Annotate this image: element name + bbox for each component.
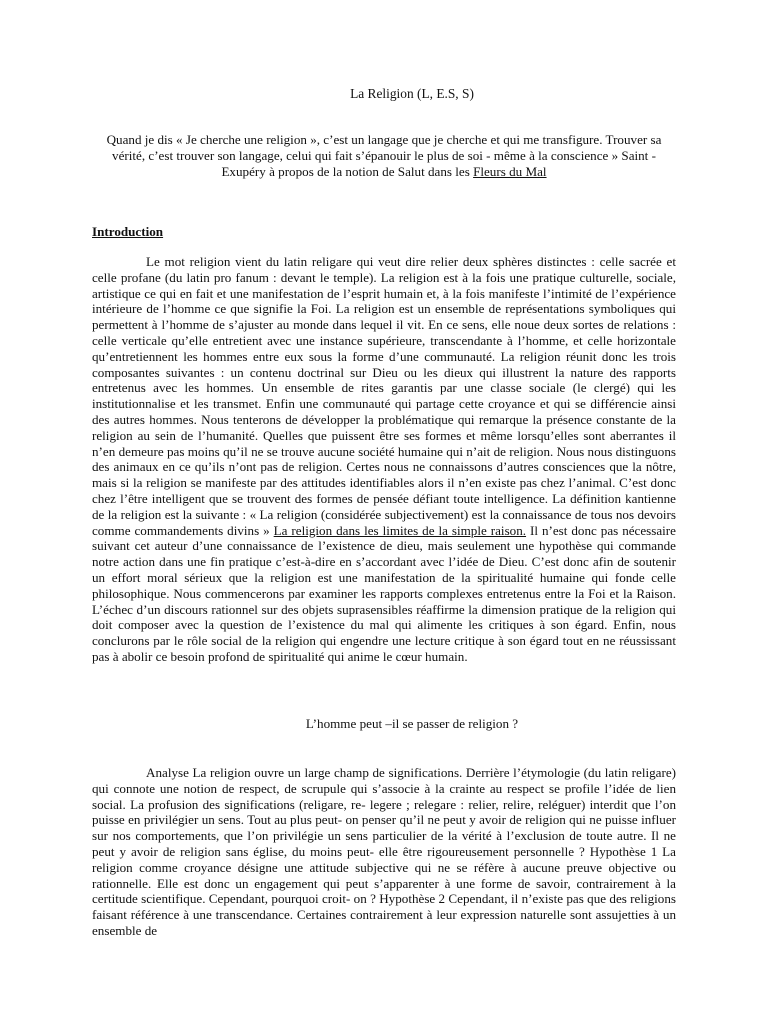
analysis-paragraph: Analyse La religion ouvre un large champ de significations. Derrière l’étymologie (du latin religare) qui connote une notion de respect, de scrupule qui s’associe à la crainte au respect se profile l’idée de lien social. La profusion des significations (religare, re- legere ; relegare : relier, relire, reléguer) interdit que l’on puisse en privilégier un sens. Tout au plus peut- on penser qu’il ne peut y avoir de religion qui ne puisse influer sur nos comportements, que l’on privilégie un sens particulier de la vérité à l’exclusion de toute autre. Il ne peut y avoir de religion sans église, du moins peut- elle être rigoureusement personnelle ? Hypothèse 1 La religion comme croyance désigne une attitude subjective qui ne se réfère à aucune preuve objective ou rationnelle. Elle est donc un engagement qui peut s’apparenter à une forme de savoir, contrairement à la certitude scientifique. Cependant, pourquoi croit- on ? Hypothèse 2 Cependant, il n’existe pas que des religions faisant référence à une transcendance. Certaines contrairement à leur expression naturelle sont assujetties à un ensemble de bbox=[92, 765, 676, 938]
kant-work-title: La religion dans les limites de la simple raison. bbox=[273, 522, 527, 538]
section-heading: L’homme peut –il se passer de religion ? bbox=[305, 716, 519, 731]
introduction-text-part2: Il n’est donc pas nécessaire suivant cet auteur d’une connaissance de l’existence de dieu, mais seulement une hypothèse qui commande notre action dans une fin pratique c’est-à-dire en s’accordant avec l’idée de Dieu. C’est donc afin de soutenir un effort moral sérieux que la religion est une manifestation de la spiritualité humaine qui fonde celle philosophique. Nous commencerons par examiner les rapports complexes entretenus entre la Foi et la Raison. L’échec d’un discours rationnel sur des objets suprasensibles réaffirme la dimension pratique de la religion qui doit composer avec la question de l’existence du mal qui alimente les critiques à son égard. Enfin, nous conclurons par le rôle social de la religion qui engendre une lecture critique à son égard tout en ne réussissant pas à abolir ce besoin profond de spiritualité qui anime le cœur humain. bbox=[92, 522, 676, 664]
epigraph-work-title: Fleurs du Mal bbox=[473, 163, 547, 179]
introduction-heading: Introduction bbox=[92, 224, 164, 239]
document-title: La Religion (L, E.S, S) bbox=[350, 86, 474, 101]
epigraph-text: Quand je dis « Je cherche une religion », c’est un langage que je cherche et qui me transfigure. Trouver sa vérité, c’est trouver son langage, celui qui fait s’épanouir le plus de soi - même à la conscience » Saint - Exupéry à propos de la notion de Salut dans les bbox=[106, 132, 662, 179]
introduction-paragraph bbox=[92, 254, 676, 665]
introduction-text-part1: Le mot religion vient du latin religare qui veut dire relier deux sphères distinctes : celle sacrée et celle profane (du latin pro fanum : devant le temple). La religion est à la fois une pratique culturelle, sociale, artistique ce qui en fait et une manifestation de l’esprit humain et, à la fois manifeste l’intimité de l’expérience intérieure de l’homme ce que signifie la Foi. La religion est un ensemble de représentations symboliques qui permettent à l’homme de s’ajuster au monde dans lequel il vit. En ce sens, elle noue deux sortes de relations : celle verticale qu’elle entretient avec une instance supérieure, transcendante à l’homme, et celle horizontale qu’entretiennent les hommes entre eux sous la forme d’une communauté. La religion réunit donc les trois composantes suivantes : un contenu doctrinal sur Dieu ou les dieux qui illustrent la nature des rapports entretenus avec les hommes. Un ensemble de rites garantis par une classe sociale (le clergé) qui les institutionnalise et les transmet. Enfin une communauté qui partage cette croyance et qui se différencie ainsi des autres hommes. Nous tenterons de développer la problématique qui remarque la présence constante de la religion au sein de l’humanité. Quelles que puissent être ses formes et même lorsqu’elles sont aberrantes il n’en demeure pas moins qu’il ne se trouve aucune société humaine qui n’ait de religion. Nous nous distinguons des animaux en ce qu’ils n’ont pas de religion. Certes nous ne connaissons d’autres consciences que la nôtre, mais si la religion se manifeste par des attitudes identifiables alors il n’en existe pas chez l’animal. C’est donc chez l’être intelligent que se trouvent des formes de pensée défiant toute intelligence. La définition kantienne de la religion est la suivante : « La religion (considérée subjectivement) est la connaissance de tous nos devoirs comme commandements divins » bbox=[92, 254, 676, 538]
epigraph bbox=[92, 132, 676, 179]
